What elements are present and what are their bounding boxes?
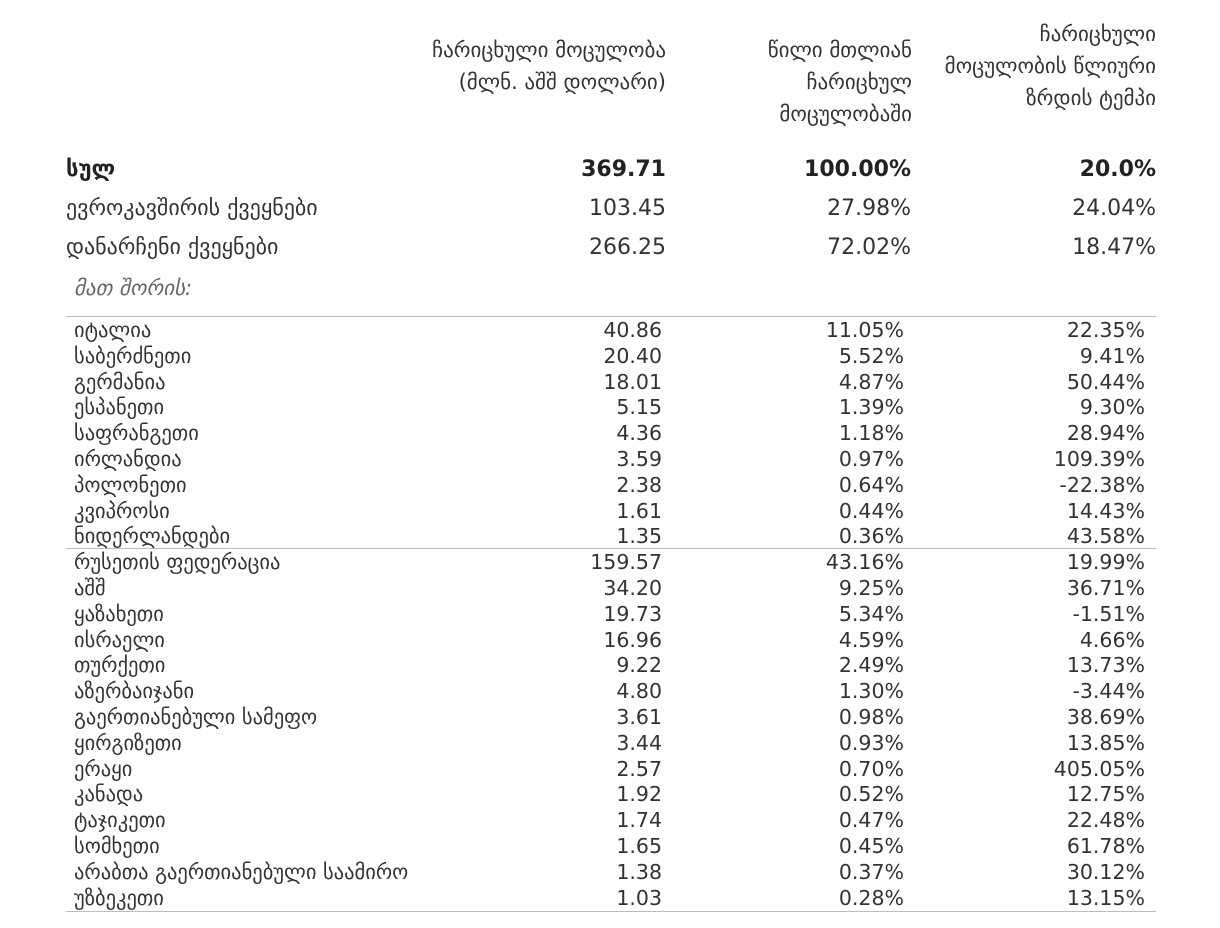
row-label: არაბთა გაერთიანებული საამირო bbox=[74, 859, 409, 884]
share-cell: 0.44% bbox=[838, 498, 904, 523]
table-row bbox=[0, 731, 1220, 757]
row-label: გაერთიანებული სამეფო bbox=[74, 704, 318, 729]
share-cell: 0.64% bbox=[838, 472, 904, 497]
volume-cell: 20.40 bbox=[603, 343, 662, 368]
growth-cell: 9.41% bbox=[1079, 343, 1145, 368]
growth-cell: 28.94% bbox=[1066, 421, 1145, 446]
volume-cell: 40.86 bbox=[603, 318, 662, 342]
table-row bbox=[0, 628, 1220, 654]
summary-row-eu bbox=[0, 196, 1220, 234]
volume-cell: 1.92 bbox=[616, 782, 662, 807]
volume-cell: 159.57 bbox=[590, 550, 662, 575]
growth-cell: 13.15% bbox=[1066, 885, 1145, 910]
share-cell: 0.28% bbox=[838, 885, 904, 910]
table-row bbox=[0, 473, 1220, 499]
volume-cell: 1.61 bbox=[616, 498, 662, 523]
share-cell: 9.25% bbox=[838, 575, 904, 600]
table-row bbox=[0, 524, 1220, 550]
growth-cell: 43.58% bbox=[1066, 524, 1145, 549]
growth-cell: 13.73% bbox=[1066, 653, 1145, 678]
row-label: ევროკავშირის ქვეყნები bbox=[66, 196, 318, 221]
growth-cell: 13.85% bbox=[1066, 730, 1145, 755]
table-row bbox=[0, 395, 1220, 421]
column-header-growth: ჩარიცხული მოცულობის წლიური ზრდის ტემპი bbox=[944, 22, 1156, 110]
table-row bbox=[0, 860, 1220, 886]
volume-cell: 1.03 bbox=[616, 885, 662, 910]
growth-cell: 20.0% bbox=[1079, 157, 1156, 182]
summary-row-other bbox=[0, 235, 1220, 273]
volume-cell: 34.20 bbox=[603, 575, 662, 600]
volume-cell: 3.44 bbox=[616, 730, 662, 755]
share-cell: 1.39% bbox=[838, 395, 904, 420]
growth-cell: 12.75% bbox=[1066, 782, 1145, 807]
table-row bbox=[0, 602, 1220, 628]
row-label: კვიპროსი bbox=[74, 498, 170, 523]
row-label: ყაზახეთი bbox=[74, 601, 164, 626]
growth-cell: 61.78% bbox=[1066, 833, 1145, 858]
table-row bbox=[0, 705, 1220, 731]
row-label: დანარჩენი ქვეყნები bbox=[66, 235, 279, 260]
column-header-share: წილი მთლიან ჩარიცხულ მოცულობაში bbox=[767, 38, 912, 126]
growth-cell: 9.30% bbox=[1079, 395, 1145, 420]
row-label: ყირგიზეთი bbox=[74, 730, 182, 755]
share-cell: 4.87% bbox=[838, 369, 904, 394]
share-cell: 5.34% bbox=[838, 601, 904, 626]
volume-cell: 2.57 bbox=[616, 756, 662, 781]
share-cell: 0.36% bbox=[838, 524, 904, 549]
share-cell: 27.98% bbox=[827, 196, 911, 221]
growth-cell: 4.66% bbox=[1079, 627, 1145, 652]
volume-cell: 18.01 bbox=[603, 369, 662, 394]
share-cell: 5.52% bbox=[838, 343, 904, 368]
share-cell: 0.45% bbox=[838, 833, 904, 858]
growth-cell: 50.44% bbox=[1066, 369, 1145, 394]
subheading: მათ შორის: bbox=[74, 276, 193, 300]
volume-cell: 1.74 bbox=[616, 808, 662, 833]
table-row bbox=[0, 653, 1220, 679]
share-cell: 0.93% bbox=[838, 730, 904, 755]
table-row bbox=[0, 808, 1220, 834]
volume-cell: 1.65 bbox=[616, 833, 662, 858]
volume-cell: 103.45 bbox=[589, 196, 666, 221]
share-cell: 0.52% bbox=[838, 782, 904, 807]
growth-cell: 405.05% bbox=[1053, 756, 1145, 781]
table-row bbox=[0, 447, 1220, 473]
table-row bbox=[0, 757, 1220, 783]
row-label: საბერძნეთი bbox=[74, 343, 192, 368]
row-label: იტალია bbox=[74, 318, 152, 342]
share-cell: 43.16% bbox=[825, 550, 904, 575]
growth-cell: 38.69% bbox=[1066, 704, 1145, 729]
growth-cell: 19.99% bbox=[1066, 550, 1145, 575]
row-label: ესპანეთი bbox=[74, 395, 165, 420]
share-cell: 100.00% bbox=[804, 157, 911, 182]
volume-cell: 19.73 bbox=[603, 601, 662, 626]
table-row bbox=[0, 834, 1220, 860]
volume-cell: 5.15 bbox=[616, 395, 662, 420]
volume-cell: 3.59 bbox=[616, 446, 662, 471]
row-label: გერმანია bbox=[74, 369, 166, 394]
volume-cell: 369.71 bbox=[581, 157, 666, 182]
volume-cell: 1.35 bbox=[616, 524, 662, 549]
share-cell: 1.30% bbox=[838, 679, 904, 704]
table-row bbox=[0, 421, 1220, 447]
growth-cell: 30.12% bbox=[1066, 859, 1145, 884]
growth-cell: 24.04% bbox=[1072, 196, 1156, 221]
table-row bbox=[0, 679, 1220, 705]
row-label: რუსეთის ფედერაცია bbox=[74, 550, 281, 575]
row-label: ტაჯიკეთი bbox=[74, 808, 166, 833]
share-cell: 1.18% bbox=[838, 421, 904, 446]
table-row bbox=[0, 499, 1220, 525]
volume-cell: 3.61 bbox=[616, 704, 662, 729]
table-row bbox=[0, 344, 1220, 370]
row-label: სომხეთი bbox=[74, 833, 160, 858]
growth-cell: -3.44% bbox=[1072, 679, 1145, 704]
growth-cell: 109.39% bbox=[1053, 446, 1145, 471]
share-cell: 2.49% bbox=[838, 653, 904, 678]
row-label: თურქეთი bbox=[74, 653, 166, 678]
volume-cell: 4.80 bbox=[616, 679, 662, 704]
row-label: აზერბაიჯანი bbox=[74, 679, 195, 704]
volume-cell: 1.38 bbox=[616, 859, 662, 884]
growth-cell: -22.38% bbox=[1059, 472, 1145, 497]
summary-row-total bbox=[0, 157, 1220, 195]
share-cell: 11.05% bbox=[825, 318, 904, 342]
share-cell: 0.70% bbox=[838, 756, 904, 781]
row-label: ნიდერლანდები bbox=[74, 524, 231, 549]
table-row bbox=[0, 782, 1220, 808]
row-label: საფრანგეთი bbox=[74, 421, 199, 446]
volume-cell: 16.96 bbox=[603, 627, 662, 652]
growth-cell: 14.43% bbox=[1066, 498, 1145, 523]
row-label: აშშ bbox=[74, 575, 106, 600]
volume-cell: 266.25 bbox=[589, 235, 666, 260]
country-rows bbox=[0, 318, 1220, 911]
row-label: უზბეკეთი bbox=[74, 885, 164, 910]
row-label: სულ bbox=[66, 157, 116, 182]
divider-top bbox=[66, 316, 1156, 317]
share-cell: 0.97% bbox=[838, 446, 904, 471]
row-label: პოლონეთი bbox=[74, 472, 187, 497]
table-row bbox=[0, 886, 1220, 912]
growth-cell: 36.71% bbox=[1066, 575, 1145, 600]
volume-cell: 9.22 bbox=[616, 653, 662, 678]
table-row bbox=[0, 550, 1220, 576]
growth-cell: 22.48% bbox=[1066, 808, 1145, 833]
growth-cell: -1.51% bbox=[1072, 601, 1145, 626]
row-label: ირლანდია bbox=[74, 446, 182, 471]
table-row bbox=[0, 576, 1220, 602]
growth-cell: 18.47% bbox=[1072, 235, 1156, 260]
volume-cell: 4.36 bbox=[616, 421, 662, 446]
column-header-volume: ჩარიცხული მოცულობა (მლნ. აშშ დოლარი) bbox=[432, 38, 666, 94]
growth-cell: 22.35% bbox=[1066, 318, 1145, 342]
volume-cell: 2.38 bbox=[616, 472, 662, 497]
table-row bbox=[0, 318, 1220, 344]
share-cell: 0.47% bbox=[838, 808, 904, 833]
row-label: ერაყი bbox=[74, 756, 133, 781]
share-cell: 0.37% bbox=[838, 859, 904, 884]
table-row bbox=[0, 370, 1220, 396]
share-cell: 0.98% bbox=[838, 704, 904, 729]
share-cell: 72.02% bbox=[827, 235, 911, 260]
share-cell: 4.59% bbox=[838, 627, 904, 652]
row-label: კანადა bbox=[74, 782, 144, 807]
row-label: ისრაელი bbox=[74, 627, 165, 652]
